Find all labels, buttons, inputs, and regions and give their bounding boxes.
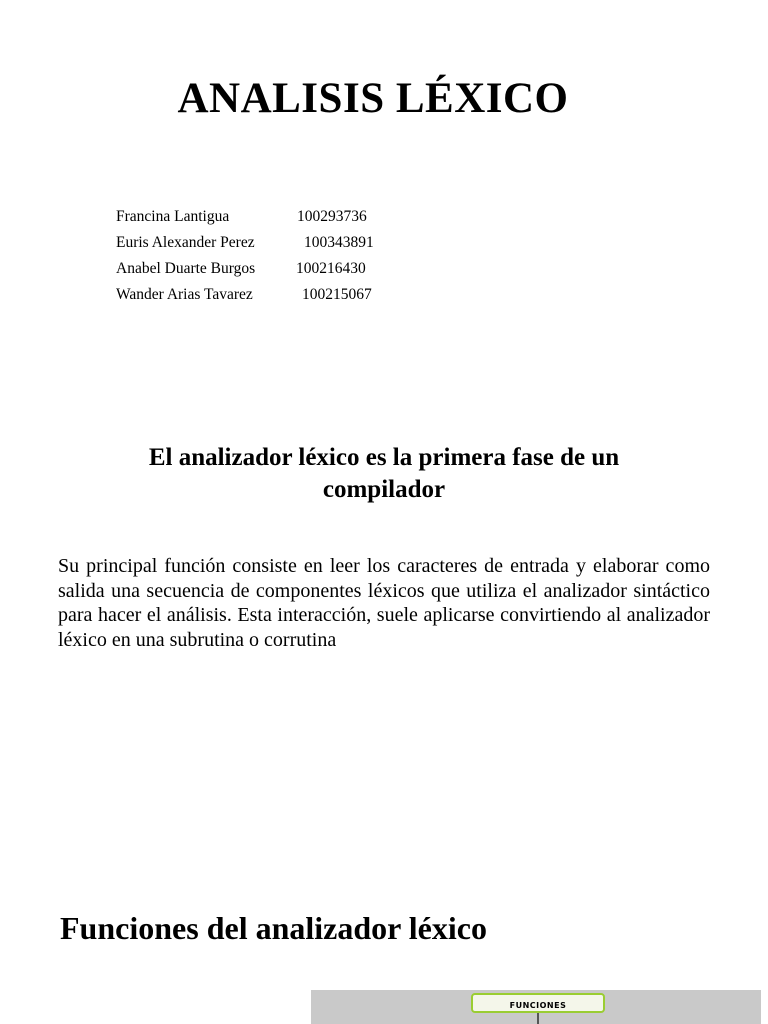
section-subtitle (0, 442, 768, 506)
diagram-connector-line (537, 1013, 539, 1024)
author-name: Euris Alexander Perez (116, 234, 255, 251)
author-name: Wander Arias Tavarez (116, 286, 253, 303)
subtitle-line: compilador (322, 476, 446, 503)
diagram-node-label: FUNCIONES (509, 1001, 567, 1010)
diagram-node (471, 993, 605, 1013)
subtitle-line: El analizador léxico es la primera fase de un (148, 444, 620, 471)
document-title: ANALISIS LÉXICO (177, 75, 569, 122)
author-id: 100343891 (304, 234, 374, 251)
author-id: 100293736 (297, 208, 367, 225)
author-id: 100215067 (302, 286, 372, 303)
author-id: 100216430 (296, 260, 366, 277)
functions-diagram (311, 990, 761, 1024)
section-heading: Funciones del analizador léxico (60, 910, 487, 946)
author-name: Anabel Duarte Burgos (116, 260, 256, 277)
author-name: Francina Lantigua (116, 208, 230, 225)
body-paragraph: Su principal función consiste en leer los caracteres de entrada y elaborar como salida una secuencia de componentes léxicos que utiliza el analizador sintáctico para hacer el análisis. Esta interacción, suele aplicarse convirtiendo al analizador léxico en una subrutina o corrutina (58, 555, 710, 651)
